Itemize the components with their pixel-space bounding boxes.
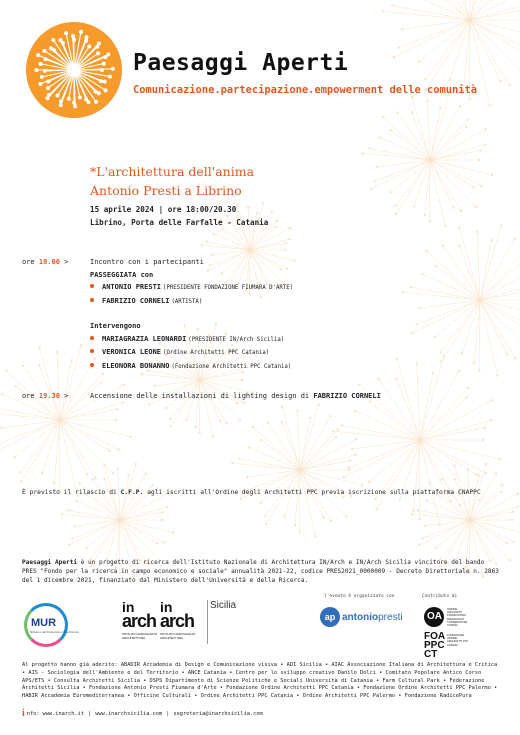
person-role: (ARTISTA) bbox=[171, 298, 203, 305]
website-link-inarchsicilia[interactable]: www.inarchsicilia.com bbox=[95, 710, 163, 717]
info-label: nfo: bbox=[26, 710, 40, 717]
time-hour: 18.00 bbox=[38, 258, 60, 266]
time-suffix: > bbox=[59, 258, 69, 266]
foa-line3: CT bbox=[424, 649, 438, 660]
time-1930 bbox=[22, 390, 68, 403]
foa-line2: PPC bbox=[424, 640, 445, 651]
info-icon: i bbox=[22, 708, 25, 719]
bullet-icon bbox=[90, 336, 94, 340]
list-item bbox=[90, 281, 293, 295]
event-title-line1: *L'architettura dell'anima bbox=[90, 164, 255, 179]
mur-label: MUR bbox=[31, 617, 57, 629]
person-role: (Fondazione Architetti PPC Catania) bbox=[171, 363, 292, 370]
inarch-arch: arch bbox=[160, 611, 195, 631]
bullet-icon bbox=[90, 298, 94, 302]
separator: | bbox=[88, 710, 92, 717]
oa-subtitle: ORDINE ARCHITETTI PIANIFICATORI PAESAGGISTI CONSERVATORI CATANIA bbox=[447, 608, 468, 628]
website-link-inarch[interactable]: www.inarch.it bbox=[42, 710, 85, 717]
person-name: VERONICA LEONE bbox=[102, 348, 162, 356]
project-name: Paesaggi Aperti bbox=[22, 559, 78, 566]
logo-divider bbox=[207, 600, 208, 644]
list-item bbox=[90, 346, 293, 360]
time-prefix: ore bbox=[22, 392, 39, 400]
oa-letters: OA bbox=[427, 611, 442, 622]
inarch-subtitle: ISTITUTO NAZIONALE DI ARCHITETTURA bbox=[122, 632, 158, 640]
organized-label: l'evento è organizzato con bbox=[324, 594, 395, 599]
foa-logo bbox=[424, 631, 469, 660]
contrib-label: Contributo di bbox=[422, 594, 458, 599]
event-date-place bbox=[90, 204, 268, 229]
time-1800 bbox=[22, 256, 68, 269]
mur-logo bbox=[22, 600, 114, 658]
person-name: ANTONIO PRESTI bbox=[102, 283, 162, 291]
program-block-1 bbox=[90, 256, 293, 373]
person-role: (PRESIDENTE FONDAZIONE FIUMARA D'ARTE) bbox=[163, 285, 294, 291]
oa-logo bbox=[424, 605, 468, 629]
list-item bbox=[90, 360, 293, 374]
inarch-logo bbox=[122, 601, 162, 640]
ap-icon: ap bbox=[320, 607, 340, 627]
inarch-subtitle: ISTITUTO NAZIONALE DI ARCHITETTURA bbox=[160, 632, 196, 640]
bullet-icon bbox=[90, 349, 94, 353]
cfp-prefix: È previsto il rilascio di bbox=[22, 489, 121, 496]
event-title-line2: Antonio Presti a Librino bbox=[90, 183, 242, 198]
cfp-notice bbox=[22, 489, 481, 496]
list-item bbox=[90, 333, 293, 347]
sicilia-label: Sicilia bbox=[210, 600, 237, 611]
person-name: FABRIZIO CORNELI bbox=[102, 296, 170, 305]
speakers-label: Intervengono bbox=[90, 322, 141, 330]
time-suffix: > bbox=[59, 392, 69, 400]
event-place: Librino, Porta delle Farfalle - Catania bbox=[90, 217, 269, 227]
ap-wordmark: antoniopresti bbox=[342, 611, 403, 623]
time-hour: 19.30 bbox=[38, 392, 60, 400]
person-role: (PRESIDENTE IN/Arch Sicilia) bbox=[188, 336, 285, 343]
block2-artist: FABRIZIO CORNELI bbox=[313, 392, 381, 400]
person-name: MARIAGRAZIA LEONARDI bbox=[102, 334, 187, 343]
person-name: ELEONORA BONANNO bbox=[102, 361, 170, 370]
dandelion-logo bbox=[26, 22, 122, 118]
project-description bbox=[22, 558, 500, 585]
inarch-sicilia-logo bbox=[160, 601, 204, 640]
page-title: Paesaggi Aperti bbox=[133, 50, 349, 76]
adhesions-list: Al progetto hanno già aderito: ABADIR Accademia di Design e Comunicazione visiva • ADI Sicilia • AIAC Associazione Italiana di Architettura e Critica • AIS - Sociologia dell'Ambiente e del Territorio • ANCE Catania • Centro per lo sviluppo creativo Danilo Dolci • Comitato Popolare Antico Corso APS/ETS • Consulta Architetti Sicilia • DSPS Dipartimento di Scienze Politiche e Sociali Università di Catania • Farm Cultural Park • Federazione Architetti Sicilia • Fondazione Antonio Presti Fiumara d'Arte • Fondazione Ordine Architetti PPC Catania • Fondazione Ordine Architetti PPC Palermo • HABIR Accademia Euromediterranea • Officine Culturali • Ordine Architetti PPC Catania • Ordine Architetti PPC Palermo • Fondazione RadicePura bbox=[22, 662, 498, 700]
time-prefix: ore bbox=[22, 258, 39, 266]
bullet-icon bbox=[90, 363, 94, 367]
cfp-bold: C.F.P. bbox=[120, 489, 144, 496]
program-block-2 bbox=[90, 390, 381, 403]
email-link[interactable]: segreteria@inarchsicilia.com bbox=[173, 710, 263, 717]
cfp-suffix: agli iscritti all'Ordine degli Architetti PPC previa iscrizione sulla piattaforma CNAPPC bbox=[143, 489, 481, 496]
dandelion-icon bbox=[26, 22, 122, 118]
bullet-icon bbox=[90, 284, 94, 288]
event-date: 15 aprile 2024 | ore 18:00/20.30 bbox=[90, 205, 237, 214]
foa-subtitle: FONDAZIONE ORDINE ARCHITETTI PPC CATANIA bbox=[447, 634, 469, 647]
page-subtitle: Comunicazione.partecipazione.empowerment delle comunità bbox=[133, 84, 478, 96]
mur-subtitle: Ministero dell'Università e della Ricerca bbox=[30, 630, 79, 634]
separator: | bbox=[166, 710, 170, 717]
inarch-in: in bbox=[160, 599, 173, 615]
footer-contacts bbox=[22, 708, 263, 719]
event-title bbox=[90, 162, 254, 200]
inarch-in: in bbox=[122, 599, 135, 615]
antonio-presti-logo bbox=[320, 607, 403, 627]
list-item bbox=[90, 295, 293, 309]
person-role: (Ordine Architetti PPC Catania) bbox=[163, 350, 270, 356]
foa-line1: FOA bbox=[424, 631, 446, 642]
block2-text: Accensione delle installazioni di lighting design di bbox=[90, 392, 314, 400]
project-text: è un progetto di ricerca dell'Istituto Nazionale di Architettura IN/Arch e IN/Arch Sicilia vincitore del bando PRES "Fondo per la ricerca in campo economico e sociale" annualità 2021-22, codice PRES2021_0000009 - Decreto Direttoriale n. 2863 del 1 dicembre 2021, finanziato dal Ministero dell'Università e della Ricerca. bbox=[22, 559, 499, 584]
walk-label: PASSEGGIATA con bbox=[90, 270, 154, 279]
block1-title: Incontro con i partecipanti bbox=[90, 258, 204, 266]
inarch-arch: arch bbox=[122, 611, 157, 631]
